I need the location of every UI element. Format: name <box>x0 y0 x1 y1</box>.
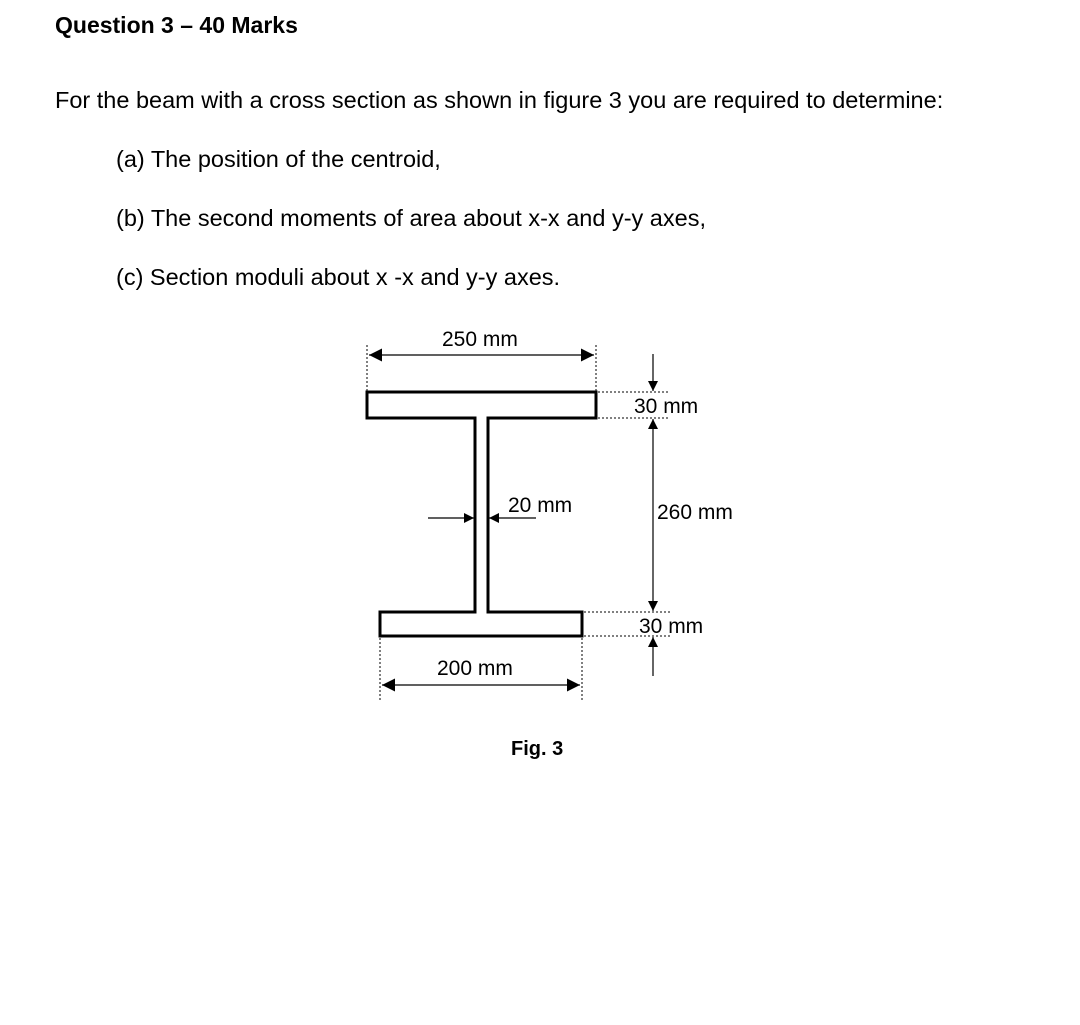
task-c: (c) Section moduli about x -x and y-y axes. <box>116 264 561 290</box>
question-title: Question 3 – 40 Marks <box>55 12 298 38</box>
top-flange-width-dimension <box>367 345 596 392</box>
task-a: (a) The position of the centroid, <box>116 146 441 172</box>
top-flange-thickness-label: 30 mm <box>634 395 699 418</box>
figure-caption: Fig. 3 <box>511 738 564 760</box>
question-intro: For the beam with a cross section as shown in figure 3 you are required to determine: <box>55 87 944 113</box>
top-flange-width-label: 250 mm <box>442 328 518 351</box>
web-thickness-label: 20 mm <box>508 494 573 517</box>
task-b: (b) The second moments of area about x-x and y-y axes, <box>116 205 706 231</box>
bottom-flange-width-label: 200 mm <box>437 657 513 680</box>
bottom-flange-thickness-label: 30 mm <box>639 615 704 638</box>
web-height-label: 260 mm <box>657 501 733 524</box>
